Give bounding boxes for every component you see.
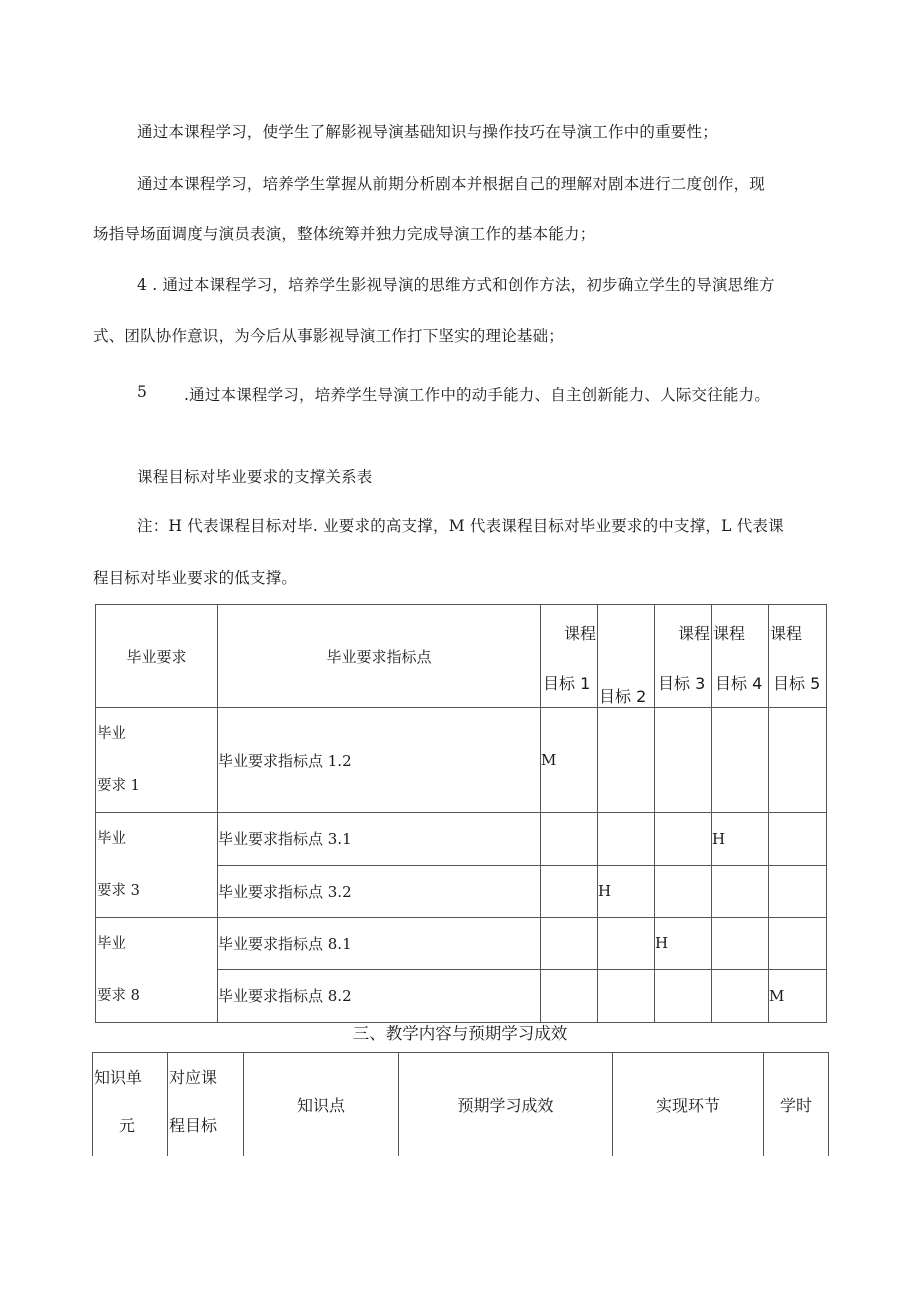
header-goal-5 bbox=[769, 605, 827, 708]
objective-paragraph-4: .通过本课程学习，培养学生导演工作中的动手能力、自主创新能力、人际交往能力。 bbox=[184, 386, 771, 404]
mark-cell: H bbox=[655, 918, 712, 970]
indicator-cell: 毕业要求指标点 3.1 bbox=[218, 813, 541, 866]
mark-cell bbox=[541, 918, 598, 970]
mark-cell bbox=[541, 813, 598, 866]
table-row bbox=[96, 813, 827, 866]
mark-cell bbox=[655, 969, 712, 1022]
objective-paragraph-4-number: 5 bbox=[137, 383, 148, 401]
requirement-cell bbox=[96, 918, 218, 1023]
mark-cell bbox=[541, 865, 598, 918]
header-course-goal bbox=[168, 1053, 244, 1156]
objective-paragraph-2-line-2: 场指导场面调度与演员表演，整体统筹并独力完成导演工作的基本能力； bbox=[93, 225, 596, 243]
header-goal-4 bbox=[712, 605, 769, 708]
header-goal-1-bottom: 目标 1 bbox=[543, 674, 591, 693]
header-goal-3-bottom: 目标 3 bbox=[658, 674, 706, 693]
requirement-label-line-2: 要求 8 bbox=[97, 988, 140, 1004]
header-knowledge-unit-line-1: 知识单 bbox=[94, 1068, 143, 1087]
header-goal-4-bottom: 目标 4 bbox=[715, 674, 763, 693]
requirement-cell bbox=[96, 708, 218, 813]
mark-cell bbox=[655, 865, 712, 918]
table-note-line-2: 程目标对毕业要求的低支撑。 bbox=[93, 569, 298, 587]
table-header-row bbox=[93, 1053, 829, 1156]
header-goal-1 bbox=[541, 605, 598, 708]
mark-cell bbox=[598, 708, 655, 813]
mark-cell bbox=[598, 969, 655, 1022]
teaching-content-table bbox=[92, 1052, 829, 1156]
mark-cell: H bbox=[712, 813, 769, 866]
requirement-label-line-2: 要求 3 bbox=[97, 883, 140, 899]
mark-cell bbox=[655, 813, 712, 866]
header-goal-3-top: 课程 bbox=[677, 624, 710, 643]
mark-cell bbox=[712, 708, 769, 813]
header-knowledge-unit bbox=[93, 1053, 168, 1156]
mark-cell bbox=[769, 865, 827, 918]
table-note-line-1: 注：H 代表课程目标对毕. 业要求的高支撑，M 代表课程目标对毕业要求的中支撑，L 代表课 bbox=[137, 517, 784, 535]
mark-cell bbox=[655, 708, 712, 813]
mark-cell bbox=[712, 918, 769, 970]
section-title: 三、教学内容与预期学习成效 bbox=[352, 1024, 568, 1043]
header-goal-3 bbox=[655, 605, 712, 708]
header-course-goal-line-2: 程目标 bbox=[169, 1116, 218, 1135]
header-implementation: 实现环节 bbox=[613, 1053, 764, 1156]
support-relationship-table bbox=[95, 604, 827, 1023]
mark-cell bbox=[769, 708, 827, 813]
indicator-cell: 毕业要求指标点 1.2 bbox=[218, 708, 541, 813]
requirement-label-line-1: 毕业 bbox=[97, 726, 126, 742]
header-goal-1-top: 课程 bbox=[563, 624, 596, 643]
mark-cell bbox=[769, 918, 827, 970]
indicator-cell: 毕业要求指标点 8.1 bbox=[218, 918, 541, 970]
header-goal-4-top: 课程 bbox=[713, 624, 746, 643]
table-header-row bbox=[96, 605, 827, 708]
requirement-label-line-2: 要求 1 bbox=[97, 778, 140, 794]
mark-cell bbox=[598, 813, 655, 866]
header-goal-2 bbox=[598, 605, 655, 708]
header-hours: 学时 bbox=[764, 1053, 829, 1156]
mark-cell: M bbox=[769, 969, 827, 1022]
header-knowledge-unit-line-2: 元 bbox=[119, 1116, 136, 1135]
mark-cell: M bbox=[541, 708, 598, 813]
header-goal-2-bottom: 目标 2 bbox=[599, 687, 647, 706]
mark-cell bbox=[712, 865, 769, 918]
requirement-cell bbox=[96, 813, 218, 918]
table-row bbox=[96, 918, 827, 970]
mark-cell bbox=[541, 969, 598, 1022]
objective-paragraph-2-line-1: 通过本课程学习，培养学生掌握从前期分析剧本并根据自己的理解对剧本进行二度创作，现 bbox=[137, 175, 766, 193]
mark-cell bbox=[598, 918, 655, 970]
mark-cell: H bbox=[598, 865, 655, 918]
mark-cell bbox=[712, 969, 769, 1022]
header-expected-outcome: 预期学习成效 bbox=[399, 1053, 613, 1156]
header-goal-5-bottom: 目标 5 bbox=[773, 674, 821, 693]
header-knowledge-point: 知识点 bbox=[244, 1053, 399, 1156]
mark-cell bbox=[769, 813, 827, 866]
header-goal-5-top: 课程 bbox=[770, 624, 803, 643]
requirement-label-line-1: 毕业 bbox=[97, 831, 126, 847]
header-indicator: 毕业要求指标点 bbox=[218, 605, 541, 708]
indicator-cell: 毕业要求指标点 3.2 bbox=[218, 865, 541, 918]
header-course-goal-line-1: 对应课 bbox=[169, 1068, 218, 1087]
table-row bbox=[96, 708, 827, 813]
objective-paragraph-3-line-1: 4 . 通过本课程学习，培养学生影视导演的思维方式和创作方法，初步确立学生的导演思维方 bbox=[137, 276, 775, 294]
objective-paragraph-3-line-2: 式、团队协作意识，为今后从事影视导演工作打下坚实的理论基础； bbox=[93, 327, 565, 345]
table-caption: 课程目标对毕业要求的支撑关系表 bbox=[137, 468, 373, 486]
objective-paragraph-1: 通过本课程学习，使学生了解影视导演基础知识与操作技巧在导演工作中的重要性； bbox=[137, 123, 718, 141]
indicator-cell: 毕业要求指标点 8.2 bbox=[218, 969, 541, 1022]
header-requirement: 毕业要求 bbox=[96, 605, 218, 708]
requirement-label-line-1: 毕业 bbox=[97, 936, 126, 952]
